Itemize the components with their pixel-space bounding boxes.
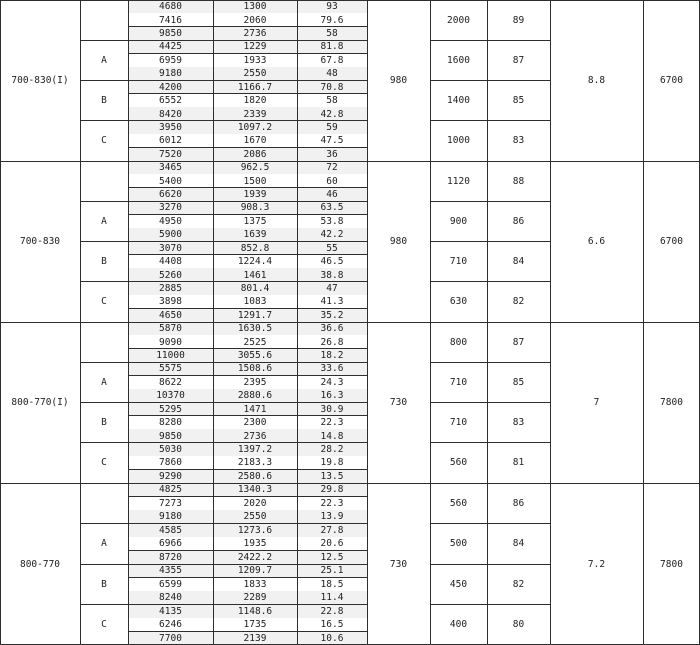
- flow-m3h-cell: 10370: [128, 389, 213, 402]
- flow-m3h-cell: 5030: [128, 443, 213, 456]
- efficiency-cell: 84: [512, 256, 525, 268]
- flow-ls-cell: 2422.2: [213, 551, 297, 565]
- flow-ls-cell: 1229: [213, 40, 297, 53]
- flow-m3h-cell: 7520: [128, 148, 213, 161]
- block-divider: [430, 40, 550, 41]
- flow-m3h-cell: 9180: [128, 510, 213, 524]
- head-cell: 93: [297, 0, 367, 13]
- flow-ls-cell: 2580.6: [213, 470, 297, 483]
- flow-m3h-cell: 7700: [128, 632, 213, 645]
- head-cell: 46: [297, 188, 367, 201]
- group-divider: [0, 161, 700, 162]
- flow-m3h-cell: 9850: [128, 27, 213, 40]
- head-cell: 60: [297, 174, 367, 187]
- flow-ls-cell: 2086: [213, 148, 297, 161]
- block-divider: [430, 120, 550, 121]
- value-cell: 7: [593, 397, 600, 408]
- flow-m3h-cell: 2885: [128, 282, 213, 295]
- head-cell: 41.3: [297, 295, 367, 308]
- value-cell: 450: [449, 578, 468, 590]
- flow-ls-cell: 2289: [213, 591, 297, 605]
- impeller-variant-cell: A: [101, 538, 107, 550]
- flow-ls-cell: 2550: [213, 67, 297, 80]
- efficiency-cell: 86: [512, 497, 525, 509]
- head-cell: 22.8: [297, 605, 367, 619]
- head-cell: 22.3: [297, 497, 367, 511]
- head-cell: 11.4: [297, 591, 367, 605]
- flow-ls-cell: 962.5: [213, 161, 297, 174]
- head-cell: 38.8: [297, 268, 367, 281]
- speed-cell: 980: [389, 75, 408, 86]
- flow-m3h-cell: 8622: [128, 376, 213, 389]
- flow-ls-cell: 2395: [213, 376, 297, 389]
- table-border-top: [0, 0, 700, 1]
- flow-m3h-cell: 8280: [128, 416, 213, 429]
- weight-cell: 6700: [660, 75, 683, 86]
- head-cell: 47.5: [297, 134, 367, 147]
- flow-m3h-cell: 9180: [128, 67, 213, 80]
- speed-cell: 730: [389, 558, 408, 570]
- value-cell: 710: [449, 256, 468, 268]
- block-divider: [430, 80, 550, 81]
- flow-m3h-cell: 5870: [128, 322, 213, 335]
- flow-ls-cell: 2060: [213, 13, 297, 26]
- weight-cell: 7800: [660, 397, 683, 408]
- flow-ls-cell: 1097.2: [213, 121, 297, 134]
- block-divider: [80, 362, 367, 363]
- group-divider: [0, 483, 700, 484]
- efficiency-cell: 83: [512, 135, 525, 147]
- block-divider: [80, 523, 367, 524]
- flow-ls-cell: 852.8: [213, 242, 297, 255]
- head-cell: 46.5: [297, 255, 367, 268]
- flow-ls-cell: 1273.6: [213, 524, 297, 538]
- flow-m3h-cell: 8720: [128, 551, 213, 565]
- column-divider: [550, 0, 551, 645]
- flow-ls-cell: 2525: [213, 335, 297, 348]
- column-divider: [297, 0, 298, 645]
- head-cell: 28.2: [297, 443, 367, 456]
- head-cell: 58: [297, 94, 367, 107]
- column-divider: [367, 0, 368, 645]
- speed-cell: 730: [389, 397, 408, 408]
- head-cell: 53.8: [297, 215, 367, 228]
- model-cell: 800-770: [19, 558, 61, 570]
- value-cell: 630: [449, 296, 468, 308]
- flow-ls-cell: 908.3: [213, 201, 297, 214]
- group-divider: [0, 322, 700, 323]
- head-cell: 25.1: [297, 564, 367, 578]
- efficiency-cell: 82: [512, 296, 525, 308]
- flow-ls-cell: 1148.6: [213, 605, 297, 619]
- impeller-variant-cell: B: [101, 256, 107, 268]
- impeller-variant-cell: B: [101, 578, 107, 590]
- head-cell: 18.5: [297, 578, 367, 592]
- head-cell: 67.8: [297, 54, 367, 67]
- block-divider: [80, 281, 367, 282]
- model-cell: 700-830: [19, 236, 61, 247]
- column-divider: [487, 0, 488, 645]
- flow-ls-cell: 1300: [213, 0, 297, 13]
- head-cell: 47: [297, 282, 367, 295]
- block-divider: [80, 402, 367, 403]
- head-cell: 42.8: [297, 107, 367, 120]
- head-cell: 79.6: [297, 13, 367, 26]
- flow-m3h-cell: 11000: [128, 349, 213, 362]
- column-divider: [213, 0, 214, 645]
- head-cell: 24.3: [297, 376, 367, 389]
- flow-ls-cell: 1939: [213, 188, 297, 201]
- head-cell: 13.9: [297, 510, 367, 524]
- value-cell: 710: [449, 376, 468, 388]
- flow-ls-cell: 1630.5: [213, 322, 297, 335]
- flow-ls-cell: 1508.6: [213, 362, 297, 375]
- efficiency-cell: 82: [512, 578, 525, 590]
- head-cell: 72: [297, 161, 367, 174]
- head-cell: 20.6: [297, 537, 367, 551]
- flow-m3h-cell: 3898: [128, 295, 213, 308]
- flow-m3h-cell: 3950: [128, 121, 213, 134]
- flow-ls-cell: 2880.6: [213, 389, 297, 402]
- head-cell: 59: [297, 121, 367, 134]
- flow-m3h-cell: 4200: [128, 81, 213, 94]
- impeller-variant-cell: [80, 483, 128, 524]
- impeller-variant-cell: B: [101, 95, 107, 107]
- head-cell: 70.8: [297, 81, 367, 94]
- column-divider: [430, 0, 431, 645]
- flow-ls-cell: 2300: [213, 416, 297, 429]
- head-cell: 30.9: [297, 403, 367, 416]
- flow-ls-cell: 1461: [213, 268, 297, 281]
- flow-m3h-cell: 6246: [128, 618, 213, 632]
- block-divider: [430, 402, 550, 403]
- flow-ls-cell: 1340.3: [213, 483, 297, 497]
- head-cell: 10.6: [297, 632, 367, 645]
- head-cell: 18.2: [297, 349, 367, 362]
- flow-ls-cell: 1500: [213, 174, 297, 187]
- flow-m3h-cell: 4135: [128, 605, 213, 619]
- value-cell: 1120: [447, 175, 470, 187]
- flow-m3h-cell: 5900: [128, 228, 213, 241]
- flow-m3h-cell: 9850: [128, 429, 213, 442]
- flow-m3h-cell: 7273: [128, 497, 213, 511]
- flow-m3h-cell: 5295: [128, 403, 213, 416]
- flow-m3h-cell: 4650: [128, 309, 213, 322]
- value-cell: 1400: [447, 95, 470, 107]
- value-cell: 560: [449, 497, 468, 509]
- impeller-variant-cell: A: [101, 376, 107, 388]
- impeller-variant-cell: C: [101, 296, 107, 308]
- flow-ls-cell: 1735: [213, 618, 297, 632]
- flow-m3h-cell: 9090: [128, 335, 213, 348]
- block-divider: [430, 442, 550, 443]
- flow-m3h-cell: 6552: [128, 94, 213, 107]
- column-divider: [128, 0, 129, 645]
- head-cell: 26.8: [297, 335, 367, 348]
- flow-ls-cell: 3055.6: [213, 349, 297, 362]
- efficiency-cell: 86: [512, 215, 525, 227]
- flow-ls-cell: 2183.3: [213, 456, 297, 469]
- column-divider: [643, 0, 644, 645]
- block-divider: [80, 120, 367, 121]
- value-cell: 1000: [447, 135, 470, 147]
- flow-ls-cell: 2139: [213, 632, 297, 645]
- head-cell: 16.3: [297, 389, 367, 402]
- efficiency-cell: 85: [512, 376, 525, 388]
- impeller-variant-cell: B: [101, 417, 107, 429]
- value-cell: 1600: [447, 54, 470, 66]
- value-cell: 400: [449, 619, 468, 631]
- head-cell: 55: [297, 242, 367, 255]
- block-divider: [80, 201, 367, 202]
- value-cell: 6.6: [587, 236, 606, 247]
- flow-m3h-cell: 9290: [128, 470, 213, 483]
- flow-m3h-cell: 7860: [128, 456, 213, 469]
- head-cell: 22.3: [297, 416, 367, 429]
- head-cell: 42.2: [297, 228, 367, 241]
- flow-ls-cell: 1397.2: [213, 443, 297, 456]
- value-cell: 800: [449, 336, 468, 348]
- impeller-variant-cell: [80, 0, 128, 40]
- head-cell: 19.8: [297, 456, 367, 469]
- head-cell: 33.6: [297, 362, 367, 375]
- head-cell: 63.5: [297, 201, 367, 214]
- impeller-variant-cell: [80, 322, 128, 362]
- efficiency-cell: 87: [512, 54, 525, 66]
- impeller-variant-cell: C: [101, 619, 107, 631]
- block-divider: [430, 241, 550, 242]
- flow-m3h-cell: 4680: [128, 0, 213, 13]
- efficiency-cell: 88: [512, 175, 525, 187]
- flow-ls-cell: 2736: [213, 429, 297, 442]
- flow-ls-cell: 1833: [213, 578, 297, 592]
- flow-ls-cell: 1166.7: [213, 81, 297, 94]
- flow-m3h-cell: 7416: [128, 13, 213, 26]
- block-divider: [430, 281, 550, 282]
- flow-m3h-cell: 8240: [128, 591, 213, 605]
- block-divider: [430, 564, 550, 565]
- flow-m3h-cell: 8420: [128, 107, 213, 120]
- block-divider: [430, 201, 550, 202]
- impeller-variant-cell: C: [101, 135, 107, 147]
- flow-m3h-cell: 6959: [128, 54, 213, 67]
- block-divider: [430, 523, 550, 524]
- flow-m3h-cell: 5575: [128, 362, 213, 375]
- flow-m3h-cell: 6966: [128, 537, 213, 551]
- head-cell: 16.5: [297, 618, 367, 632]
- head-cell: 36.6: [297, 322, 367, 335]
- efficiency-cell: 87: [512, 336, 525, 348]
- weight-cell: 6700: [660, 236, 683, 247]
- block-divider: [80, 442, 367, 443]
- model-cell: 700-830(I): [11, 75, 69, 86]
- efficiency-cell: 81: [512, 457, 525, 469]
- flow-m3h-cell: 6012: [128, 134, 213, 147]
- flow-ls-cell: 1083: [213, 295, 297, 308]
- flow-ls-cell: 1639: [213, 228, 297, 241]
- flow-m3h-cell: 3070: [128, 242, 213, 255]
- head-cell: 13.5: [297, 470, 367, 483]
- value-cell: 7.2: [587, 558, 606, 570]
- flow-m3h-cell: 6620: [128, 188, 213, 201]
- value-cell: 500: [449, 538, 468, 550]
- flow-m3h-cell: 5400: [128, 174, 213, 187]
- efficiency-cell: 85: [512, 95, 525, 107]
- column-divider: [0, 0, 1, 645]
- model-cell: 800-770(I): [11, 397, 69, 408]
- head-cell: 58: [297, 27, 367, 40]
- efficiency-cell: 89: [512, 14, 525, 26]
- flow-ls-cell: 1291.7: [213, 309, 297, 322]
- flow-m3h-cell: 3465: [128, 161, 213, 174]
- head-cell: 14.8: [297, 429, 367, 442]
- flow-m3h-cell: 4408: [128, 255, 213, 268]
- flow-m3h-cell: 4355: [128, 564, 213, 578]
- efficiency-cell: 84: [512, 538, 525, 550]
- block-divider: [80, 564, 367, 565]
- block-divider: [430, 362, 550, 363]
- weight-cell: 7800: [660, 558, 683, 570]
- efficiency-cell: 80: [512, 619, 525, 631]
- head-cell: 35.2: [297, 309, 367, 322]
- value-cell: 8.8: [587, 75, 606, 86]
- flow-ls-cell: 801.4: [213, 282, 297, 295]
- block-divider: [80, 241, 367, 242]
- flow-ls-cell: 1224.4: [213, 255, 297, 268]
- value-cell: 710: [449, 417, 468, 429]
- flow-ls-cell: 2550: [213, 510, 297, 524]
- flow-ls-cell: 1670: [213, 134, 297, 147]
- flow-ls-cell: 1471: [213, 403, 297, 416]
- head-cell: 81.8: [297, 40, 367, 53]
- flow-m3h-cell: 3270: [128, 201, 213, 214]
- flow-ls-cell: 1209.7: [213, 564, 297, 578]
- efficiency-cell: 83: [512, 417, 525, 429]
- column-divider: [80, 0, 81, 645]
- flow-ls-cell: 2736: [213, 27, 297, 40]
- block-divider: [80, 80, 367, 81]
- flow-m3h-cell: 5260: [128, 268, 213, 281]
- flow-ls-cell: 1820: [213, 94, 297, 107]
- flow-m3h-cell: 4950: [128, 215, 213, 228]
- value-cell: 900: [449, 215, 468, 227]
- impeller-variant-cell: A: [101, 54, 107, 66]
- value-cell: 2000: [447, 14, 470, 26]
- head-cell: 12.5: [297, 551, 367, 565]
- flow-ls-cell: 2020: [213, 497, 297, 511]
- impeller-variant-cell: A: [101, 215, 107, 227]
- speed-cell: 980: [389, 236, 408, 247]
- impeller-variant-cell: [80, 161, 128, 201]
- head-cell: 29.8: [297, 483, 367, 497]
- block-divider: [80, 40, 367, 41]
- head-cell: 48: [297, 67, 367, 80]
- flow-ls-cell: 1933: [213, 54, 297, 67]
- flow-m3h-cell: 4425: [128, 40, 213, 53]
- value-cell: 560: [449, 457, 468, 469]
- impeller-variant-cell: C: [101, 457, 107, 469]
- block-divider: [430, 604, 550, 605]
- block-divider: [80, 604, 367, 605]
- flow-ls-cell: 1375: [213, 215, 297, 228]
- flow-m3h-cell: 6599: [128, 578, 213, 592]
- head-cell: 36: [297, 148, 367, 161]
- flow-ls-cell: 2339: [213, 107, 297, 120]
- head-cell: 27.8: [297, 524, 367, 538]
- flow-m3h-cell: 4585: [128, 524, 213, 538]
- flow-ls-cell: 1935: [213, 537, 297, 551]
- flow-m3h-cell: 4825: [128, 483, 213, 497]
